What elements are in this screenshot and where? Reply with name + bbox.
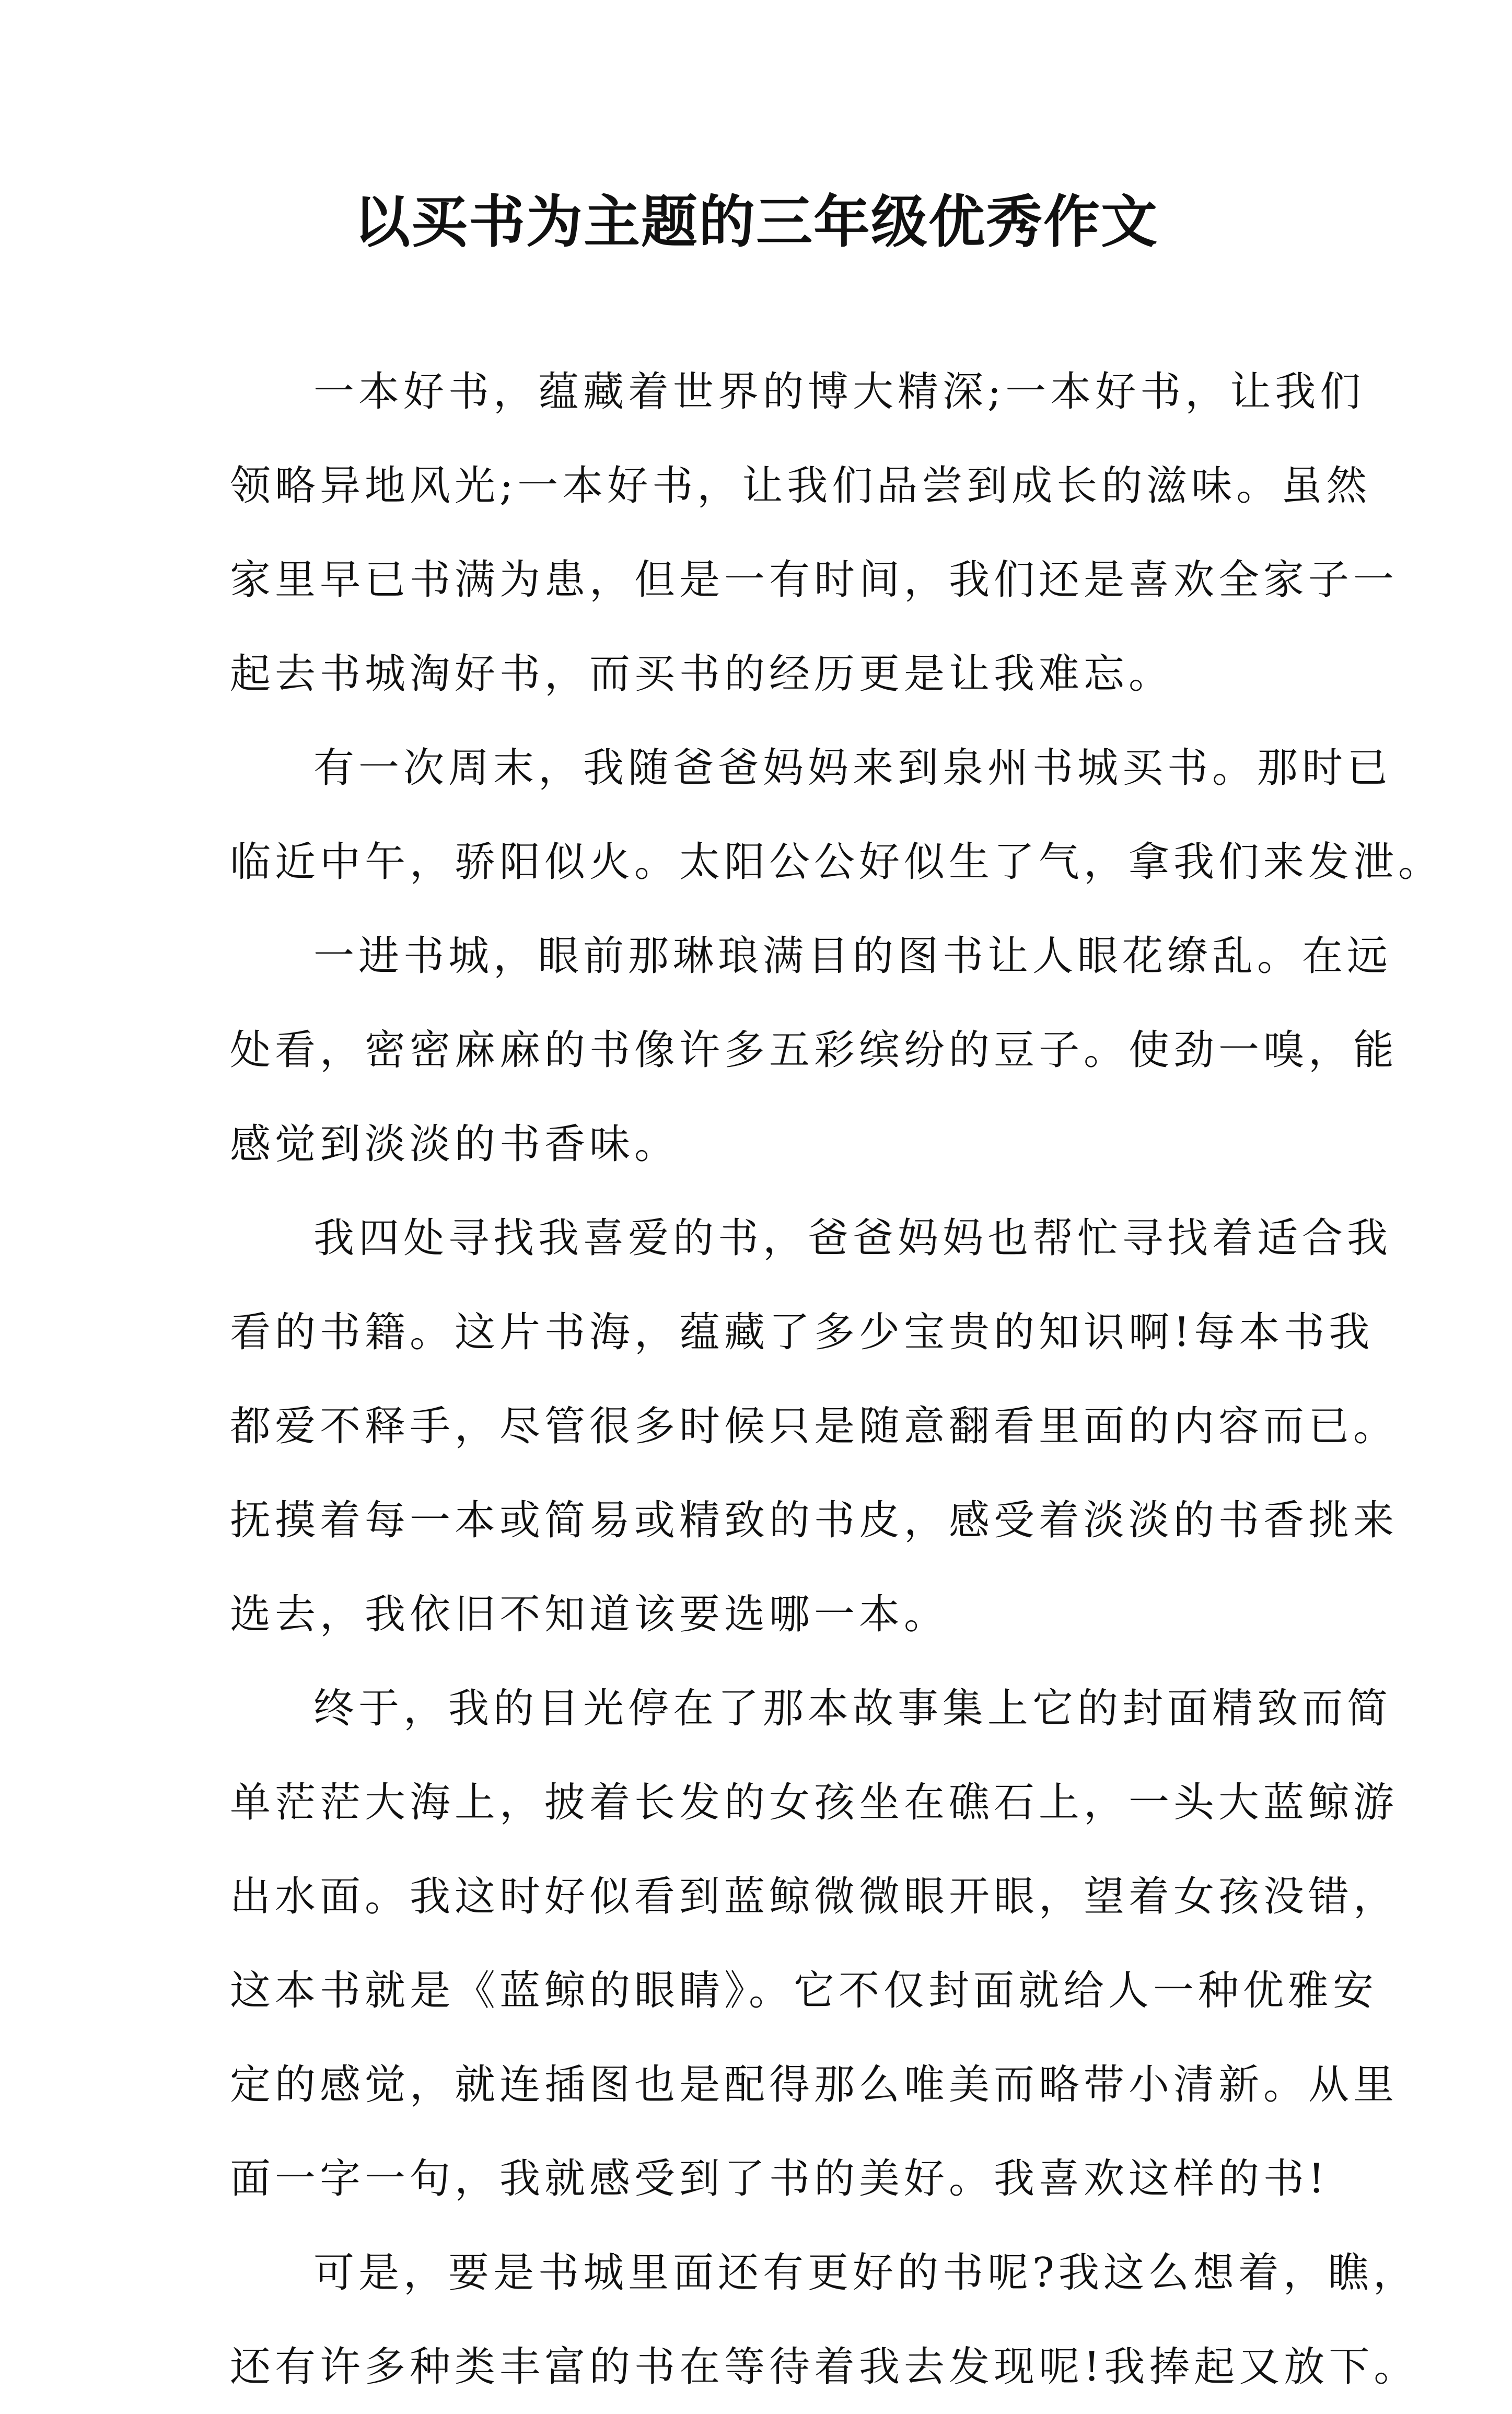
text-line: 这本书就是《蓝鲸的眼睛》。它不仅封面就给人一种优雅安 bbox=[230, 1967, 1378, 2014]
text-line: 面一字一句，我就感受到了书的美好。我喜欢这样的书! bbox=[230, 2155, 1329, 2202]
text-line: 临近中午，骄阳似火。太阳公公好似生了气，拿我们来发泄。 bbox=[230, 839, 1444, 886]
text-line: 家里早已书满为患，但是一有时间，我们还是喜欢全家子一 bbox=[230, 556, 1399, 604]
text-line: 起去书城淘好书，而买书的经历更是让我难忘。 bbox=[230, 651, 1174, 698]
text-line: 抚摸着每一本或简易或精致的书皮，感受着淡淡的书香挑来 bbox=[230, 1497, 1399, 1544]
text-line: 感觉到淡淡的书香味。 bbox=[230, 1121, 680, 1168]
text-line: 一本好书，蕴藏着世界的博大精深;一本好书，让我们 bbox=[313, 368, 1365, 415]
text-line: 看的书籍。这片书海，蕴藏了多少宝贵的知识啊!每本书我 bbox=[230, 1309, 1374, 1356]
text-line: 还有许多种类丰富的书在等待着我去发现呢!我捧起又放下。 bbox=[230, 2343, 1419, 2390]
text-line: 一进书城，眼前那琳琅满目的图书让人眼花缭乱。在远 bbox=[313, 933, 1392, 980]
text-line: 终于，我的目光停在了那本故事集上它的封面精致而简 bbox=[313, 1685, 1392, 1732]
text-line: 选去，我依旧不知道该要选哪一本。 bbox=[230, 1591, 949, 1638]
document-body bbox=[230, 345, 1444, 2414]
text-line: 可是，要是书城里面还有更好的书呢?我这么想着，瞧， bbox=[313, 2249, 1418, 2296]
text-line: 我四处寻找我喜爱的书，爸爸妈妈也帮忙寻找着适合我 bbox=[313, 1215, 1392, 1262]
text-line: 处看，密密麻麻的书像许多五彩缤纷的豆子。使劲一嗅，能 bbox=[230, 1027, 1399, 1074]
document-title: 以买书为主题的三年级优秀作文 bbox=[353, 189, 1158, 255]
text-line: 都爱不释手，尽管很多时候只是随意翻看里面的内容而已。 bbox=[230, 1403, 1399, 1450]
text-line: 领略异地风光;一本好书，让我们品尝到成长的滋味。虽然 bbox=[230, 462, 1371, 509]
text-line: 单茫茫大海上，披着长发的女孩坐在礁石上，一头大蓝鲸游 bbox=[230, 1779, 1399, 1826]
text-line: 定的感觉，就连插图也是配得那么唯美而略带小清新。从里 bbox=[230, 2061, 1399, 2108]
text-line: 出水面。我这时好似看到蓝鲸微微眼开眼，望着女孩没错， bbox=[230, 1873, 1399, 1920]
text-line: 有一次周末，我随爸爸妈妈来到泉州书城买书。那时已 bbox=[313, 745, 1392, 792]
